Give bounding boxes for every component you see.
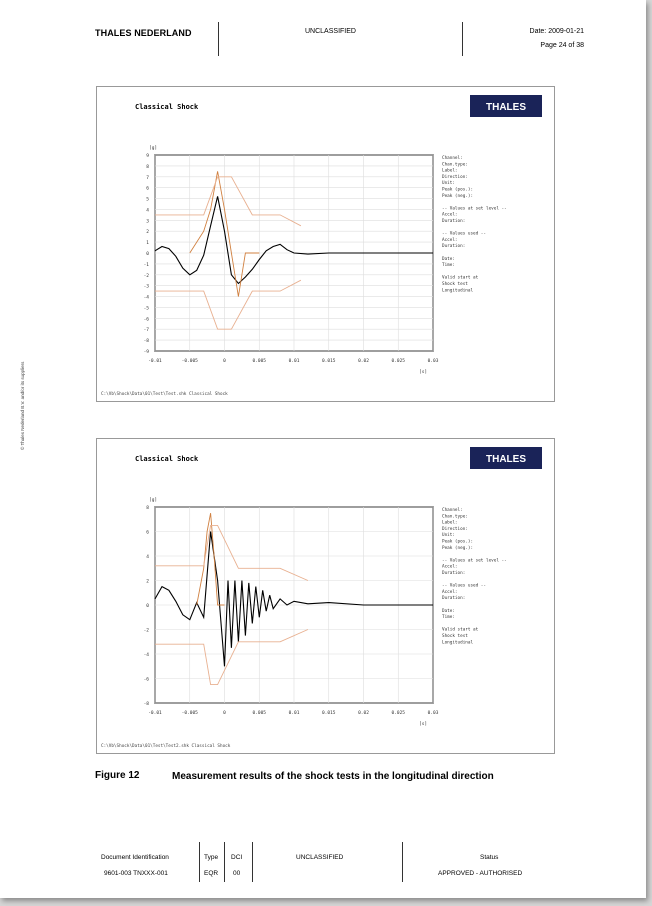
thales-logo-text: THALES: [486, 454, 526, 465]
x-tick-label: 0: [223, 359, 226, 364]
x-tick-label: -0.01: [148, 711, 162, 716]
x-tick-label: 0.02: [358, 359, 369, 364]
y-tick-label: 7: [146, 175, 149, 181]
figure-caption-text: Measurement results of the shock tests in the longitudinal direction: [172, 771, 494, 782]
info-line: Valid start at: [442, 627, 479, 633]
x-tick-label: 0.015: [321, 359, 336, 364]
y-tick-label: -2: [143, 628, 149, 634]
header-date: Date: 2009-01-21: [529, 28, 584, 35]
info-line: Direction:: [442, 174, 468, 180]
y-axis-label: [g]: [149, 498, 158, 503]
y-tick-label: 2: [146, 230, 149, 236]
footer-status-label: Status: [480, 854, 499, 861]
y-tick-label: -6: [143, 317, 149, 323]
y-tick-label: -2: [143, 273, 149, 279]
shock-chart-svg: [97, 439, 554, 753]
info-line: Channel:: [442, 156, 463, 161]
info-line: Direction:: [442, 526, 468, 532]
info-line: Longitudinal: [442, 288, 474, 294]
y-tick-label: 4: [146, 555, 149, 560]
x-axis-label: [s]: [419, 370, 428, 375]
y-tick-label: 1: [146, 241, 149, 247]
y-tick-label: -6: [143, 677, 149, 683]
y-tick-label: 9: [146, 154, 149, 159]
info-line: Duration:: [442, 219, 466, 224]
x-tick-label: 0.005: [252, 711, 267, 716]
x-tick-label: 0.03: [427, 359, 439, 364]
x-tick-label: 0.015: [321, 711, 336, 716]
y-tick-label: -3: [143, 284, 149, 290]
info-line: Accel:: [442, 564, 458, 570]
info-line: Accel:: [442, 237, 458, 243]
x-tick-label: 0.025: [391, 711, 406, 716]
page-footer: [0, 842, 646, 882]
y-tick-label: 0: [146, 604, 149, 609]
y-tick-label: -5: [143, 306, 149, 312]
info-line: Accel:: [442, 212, 458, 218]
footer-divider: [224, 842, 225, 882]
y-tick-label: -4: [143, 653, 149, 658]
figure-caption-label: Figure 12: [95, 770, 140, 781]
info-line: Shock test: [442, 282, 468, 287]
info-line: Peak (neg.):: [442, 545, 474, 551]
thales-logo-text: THALES: [486, 102, 526, 113]
y-tick-label: -9: [143, 350, 149, 355]
x-tick-label: 0.03: [427, 711, 439, 716]
y-tick-label: 6: [146, 186, 149, 192]
x-tick-label: 0.01: [288, 711, 300, 716]
footer-classification: UNCLASSIFIED: [296, 854, 344, 861]
info-line: Shock test: [442, 634, 468, 639]
y-tick-label: 6: [146, 530, 149, 536]
info-line: Label:: [442, 520, 458, 526]
info-line: Date:: [442, 256, 455, 262]
info-line: Peak (pos.):: [442, 187, 474, 193]
info-line: Peak (pos.):: [442, 539, 474, 545]
header-divider: [462, 22, 463, 56]
y-tick-label: -8: [143, 702, 149, 707]
footer-divider: [252, 842, 253, 882]
y-tick-label: 0: [146, 252, 149, 257]
x-tick-label: 0.01: [288, 359, 300, 364]
y-tick-label: 8: [146, 164, 149, 170]
info-line: Chan.type:: [442, 514, 468, 520]
info-line: Accel:: [442, 589, 458, 595]
footer-dci-value: 00: [233, 870, 241, 877]
chart-title: Classical Shock: [135, 103, 199, 111]
info-line: Duration:: [442, 244, 466, 250]
x-tick-label: -0.01: [148, 359, 162, 364]
x-tick-label: 0.025: [391, 359, 406, 364]
footer-doc-id-label: Document Identification: [101, 854, 169, 861]
footer-divider: [402, 842, 403, 882]
chart-title: Classical Shock: [135, 455, 199, 463]
info-line: Label:: [442, 168, 458, 174]
y-tick-label: -4: [143, 295, 149, 301]
y-tick-label: 4: [146, 208, 149, 214]
info-line: Duration:: [442, 596, 466, 602]
footer-status-value: APPROVED - AUTHORISED: [438, 870, 523, 877]
info-line: Valid start at: [442, 275, 479, 281]
footer-dci-label: DCI: [231, 854, 243, 861]
info-line: Peak (neg.):: [442, 193, 474, 199]
y-axis-label: [g]: [149, 146, 158, 151]
footer-type-value: EQR: [204, 870, 219, 877]
y-tick-label: 2: [146, 579, 149, 585]
footer-doc-id-value: 9601-003 TNXXX-001: [104, 870, 168, 877]
y-tick-label: 3: [146, 219, 149, 225]
x-tick-label: 0: [223, 711, 226, 716]
footer-divider: [199, 842, 200, 882]
y-tick-label: -1: [143, 262, 149, 268]
info-line: Time:: [442, 615, 455, 621]
y-tick-label: 5: [146, 197, 149, 203]
info-line: Channel:: [442, 508, 463, 513]
info-line: -- Values at set level --: [442, 558, 507, 564]
info-line: Chan.type:: [442, 162, 468, 168]
info-line: -- Values used --: [442, 231, 486, 237]
x-tick-label: 0.02: [358, 711, 369, 716]
shock-chart-svg: [97, 87, 554, 401]
y-tick-label: -8: [143, 339, 149, 345]
figure-footer-path: C:\Vb\Shock\Data\01\Test\Test2.shk Classical Shock: [101, 744, 231, 749]
y-tick-label: 8: [146, 506, 149, 511]
header-classification: UNCLASSIFIED: [305, 28, 356, 35]
info-line: Date:: [442, 608, 455, 614]
x-axis-label: [s]: [419, 722, 428, 727]
x-tick-label: -0.005: [181, 711, 198, 716]
info-line: Longitudinal: [442, 640, 474, 646]
shock-figure-1: [96, 86, 555, 402]
figure-footer-path: C:\Vb\Shock\Data\01\Test\Test.shk Classical Shock: [101, 392, 228, 397]
company-name: THALES NEDERLAND: [95, 28, 192, 38]
copyright-side-text: © Thales Nederland B.V. and/or its suppliers: [20, 361, 25, 450]
footer-type-label: Type: [204, 854, 219, 861]
info-line: -- Values at set level --: [442, 206, 507, 212]
x-tick-label: 0.005: [252, 359, 267, 364]
info-line: -- Values used --: [442, 583, 486, 589]
info-line: Unit:: [442, 181, 455, 187]
x-tick-label: -0.005: [181, 359, 198, 364]
info-line: Unit:: [442, 533, 455, 539]
header-divider: [218, 22, 219, 56]
info-line: Duration:: [442, 571, 466, 576]
info-line: Time:: [442, 263, 455, 269]
y-tick-label: -7: [143, 328, 149, 334]
shock-figure-2: [96, 438, 555, 754]
header-page-number: Page 24 of 38: [540, 42, 584, 49]
page-header: [0, 22, 646, 56]
